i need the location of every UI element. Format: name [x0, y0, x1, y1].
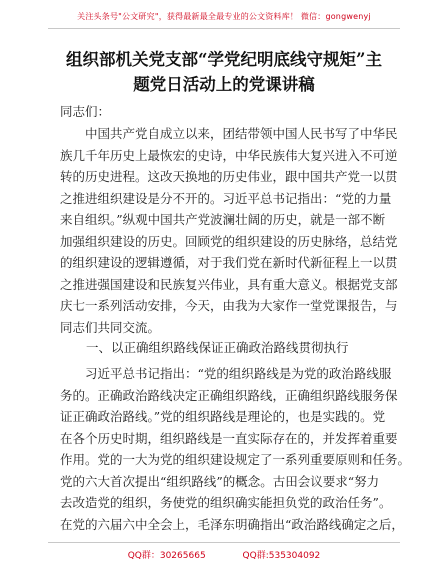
text-line: 之推进强国建设和民族复兴伟业，具有重大意义。根据党支部 — [60, 276, 398, 292]
text-line: 在党的六届六中全会上，毛泽东明确指出“政治路线确定之后， — [60, 516, 404, 532]
text-line: 中国共产党自成立以来，团结带领中国人民书写了中华民 — [60, 126, 398, 141]
text-line: 庆七一系列活动安排，今天，由我为大家作一堂党课报告，与 — [60, 298, 398, 313]
title-line-2: 题党日活动上的党课讲稿 — [133, 75, 315, 94]
text-line: 族几千年历史上最恢宏的史诗，中华民族伟大复兴进入不可逆 — [60, 147, 398, 163]
text-line: 务的。正确政治路线决定正确组织路线，正确组织路线服务保 — [60, 387, 398, 403]
footer — [48, 548, 400, 561]
footer-qq-group-1: QQ群：30265665 — [127, 551, 206, 561]
text-line: 习近平总书记指出：“党的组织路线是为党的政治路线服 — [60, 366, 392, 381]
paragraph-section-1 — [60, 363, 411, 535]
footer-divider — [48, 542, 400, 543]
banner-text: 关注头条号"公文研究"，获得最新最全最专业的公文资料库！ 微信：gongwenyj — [77, 12, 371, 21]
text-line: 加强组织建设的历史。回顾党的组织建设的历史脉络，总结党 — [60, 233, 398, 249]
text-line: 转的历史进程。这改天换地的历史伟业，跟中国共产党一以贯 — [60, 169, 398, 184]
text-line: 去改造党的组织，务使党的组织确实能担负党的政治任务”。 — [60, 495, 392, 510]
text-line: 党的六大首次提出“组织路线”的概念。古田会议要求“努力 — [60, 473, 380, 489]
text-line: 作用。党的一大为党的组织建设规定了一系列重要原则和任务。 — [60, 452, 411, 467]
text-line: 的组织建设的逻辑遵循，对于我们党在新时代新征程上一以贯 — [60, 255, 398, 270]
document-title — [40, 47, 408, 97]
greeting: 同志们： — [60, 104, 111, 119]
text-line: 同志们共同交流。 — [60, 319, 161, 335]
footer-qq-group-2: QQ群:535304092 — [242, 551, 321, 561]
top-banner — [48, 6, 400, 29]
title-line-1: 组织部机关党支部“学党纪明底线守规矩”主 — [66, 50, 382, 69]
section-heading-1: 一、以正确组织路线保证正确政治路线贯彻执行 — [86, 340, 349, 355]
paragraph-intro — [60, 123, 398, 338]
text-line: 来自组织。”纵观中国共产党波澜壮阔的历史，就是一部不断 — [60, 212, 386, 227]
text-line: 在各个历史时期，组织路线是一直实际存在的，并发挥着重要 — [60, 430, 398, 446]
text-line: 证正确政治路线。”党的组织路线是理论的，也是实践的。党 — [60, 409, 386, 424]
text-line: 之推进组织建设是分不开的。习近平总书记指出：“党的力量 — [60, 190, 392, 206]
